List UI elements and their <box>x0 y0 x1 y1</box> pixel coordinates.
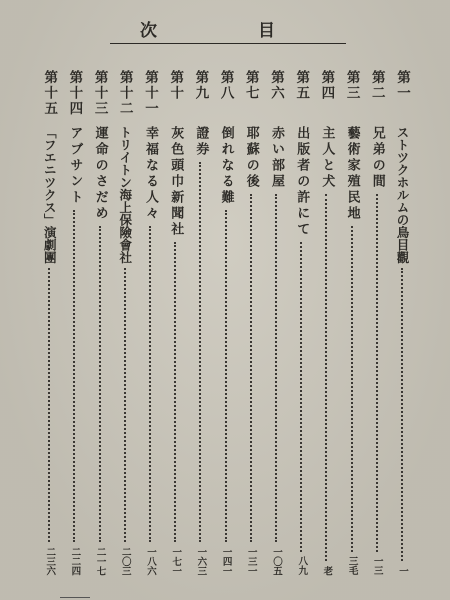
table-of-contents <box>22 70 418 575</box>
page-number: 一八六 <box>145 546 156 575</box>
chapter-title: ストツクホルムの鳥目觀 <box>395 126 410 264</box>
chapter-number: 第十三 <box>91 70 108 117</box>
page-number: 老 <box>321 565 333 575</box>
page-number: 二三六 <box>44 546 56 575</box>
page-number: 一三一 <box>245 546 257 575</box>
chapter-title: 倒れなる難 <box>218 126 234 206</box>
chapter-title: 幸福なる人々 <box>143 126 158 222</box>
chapter-title: 主人と犬 <box>319 126 335 190</box>
page-number: 一四一 <box>220 546 232 575</box>
chapter-title: 運命のさだめ <box>92 126 108 222</box>
leader-dots <box>124 268 126 542</box>
leader-dots <box>225 210 227 542</box>
leader-dots <box>250 194 252 542</box>
leader-dots <box>376 194 378 552</box>
leader-dots <box>351 226 353 552</box>
toc-entry <box>365 70 389 575</box>
page-number: 一六三 <box>195 546 207 575</box>
heading-char-right: 目 <box>258 21 275 41</box>
chapter-number: 第六 <box>268 70 284 101</box>
toc-entry <box>340 70 364 575</box>
chapter-title: 證券 <box>193 126 209 158</box>
chapter-number: 第十四 <box>66 70 83 117</box>
page-number: 二一七 <box>94 546 106 575</box>
chapter-number: 第九 <box>192 70 209 101</box>
chapter-number: 第十 <box>167 70 184 101</box>
leader-dots <box>325 194 327 561</box>
corner-rule <box>60 597 90 598</box>
leader-dots <box>73 210 75 542</box>
toc-entry <box>289 70 313 575</box>
chapter-title: 出版者の許にて <box>294 126 310 238</box>
page-number: 二二四 <box>69 546 81 575</box>
toc-entry <box>188 70 212 575</box>
chapter-number: 第十二 <box>116 70 133 117</box>
chapter-title: 「フエニツクス」演劇團 <box>42 126 58 264</box>
leader-dots <box>275 194 277 542</box>
leader-dots <box>401 268 403 561</box>
leader-dots <box>199 162 201 542</box>
chapter-number: 第四 <box>318 70 335 101</box>
toc-entry <box>390 70 414 575</box>
page-number: 三毛 <box>346 556 358 575</box>
page-number: 一七一 <box>170 546 182 575</box>
leader-dots <box>300 242 302 552</box>
chapter-title: 耶蘇の後 <box>243 126 259 190</box>
toc-entry <box>163 70 187 575</box>
chapter-title: アブサント <box>67 126 83 206</box>
page-number: 一三 <box>371 556 383 575</box>
toc-entry <box>113 70 137 575</box>
page-number: 二〇三 <box>119 546 131 575</box>
chapter-title: トリイトン海上保險會社 <box>117 126 133 264</box>
toc-entry <box>239 70 263 575</box>
chapter-number: 第二 <box>368 70 385 101</box>
contents-heading <box>110 14 345 42</box>
toc-entry <box>62 70 86 575</box>
leader-dots <box>149 226 151 542</box>
chapter-title: 兄弟の間 <box>369 126 385 190</box>
chapter-title: 赤い部屋 <box>269 126 284 190</box>
heading-char-left: 次 <box>140 21 157 41</box>
chapter-number: 第五 <box>293 70 310 101</box>
leader-dots <box>48 268 50 542</box>
chapter-number: 第三 <box>343 70 360 101</box>
leader-dots <box>174 242 176 542</box>
toc-entry <box>88 70 112 575</box>
leader-dots <box>99 226 101 542</box>
page-number: 一 <box>397 565 408 575</box>
chapter-title: 藝術家殖民地 <box>344 126 360 222</box>
chapter-number: 第十一 <box>142 70 158 117</box>
toc-entry <box>314 70 338 575</box>
toc-entry <box>214 70 238 575</box>
page-number: 八九 <box>296 556 308 575</box>
toc-entry <box>264 70 288 575</box>
toc-entry <box>138 70 162 575</box>
toc-entry <box>37 70 61 575</box>
page-number: 一〇五 <box>271 546 282 575</box>
chapter-number: 第一 <box>394 70 410 101</box>
heading-rule <box>110 43 346 44</box>
chapter-number: 第八 <box>217 70 234 101</box>
chapter-number: 第七 <box>242 70 259 101</box>
chapter-number: 第十五 <box>41 70 58 117</box>
chapter-title: 灰色頭巾新聞社 <box>168 126 184 238</box>
